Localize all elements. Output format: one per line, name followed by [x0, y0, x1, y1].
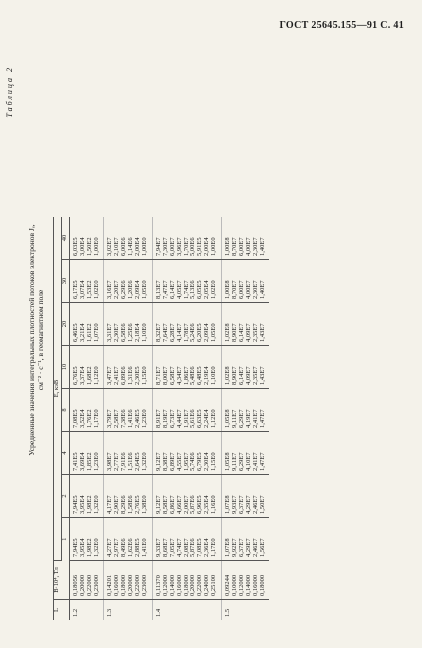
flux-value: 1,61E2 [85, 323, 93, 342]
flux-value: 6,89E6 [120, 366, 128, 385]
flux-value: 3,95E4 [78, 495, 86, 514]
flux-value: 1,98E2 [85, 538, 93, 557]
flux-value: 1,25E6 [127, 323, 135, 342]
flux-value: 3,16E7 [106, 280, 114, 299]
flux-value: 6,89E7 [168, 452, 176, 471]
flux-value: 7,41E5 [71, 452, 79, 471]
flux-value: 9,93E7 [230, 495, 238, 514]
flux-value: 1,40E7 [258, 280, 266, 299]
flux-value: 3,31E7 [106, 323, 114, 342]
cell-B [222, 561, 270, 600]
flux-value: 6,46E5 [71, 323, 79, 342]
flux-value: 6,58E6 [120, 323, 128, 342]
b-value: 0,12000 [161, 574, 169, 596]
table-row [222, 217, 270, 620]
flux-value: 3,37E4 [78, 366, 86, 385]
b-value: 0,09244 [224, 574, 232, 596]
flux-value: 5,91E5 [196, 237, 204, 256]
cell-flux-20 [222, 303, 270, 346]
col-header-energy: E, кэВ [54, 217, 62, 561]
cell-flux-10 [222, 346, 270, 389]
flux-value: 8,58E7 [161, 495, 169, 514]
energy-col-1: 1 [61, 518, 69, 561]
flux-value: 1,74E7 [182, 280, 190, 299]
flux-value: 2,36E4 [203, 538, 211, 557]
flux-value: 2,41E7 [113, 366, 121, 385]
flux-value: 6,03E5 [71, 237, 79, 256]
flux-value: 1,17E0 [210, 538, 218, 557]
cell-flux-20 [152, 303, 221, 346]
flux-value: 5,87E6 [189, 495, 197, 514]
cell-flux-40 [104, 217, 152, 260]
flux-value: 1,02E8 [224, 323, 232, 342]
cell-flux-4 [152, 432, 221, 475]
b-value: 0,22000 [85, 574, 93, 596]
flux-value: 2,30E5 [134, 366, 142, 385]
b-value: 0,18000 [258, 574, 266, 596]
flux-value: 1,43E7 [258, 323, 266, 342]
table-row [69, 217, 104, 620]
cell-L: 1.5 [222, 600, 270, 621]
cell-flux-4 [222, 432, 270, 475]
b-value: 0,22000 [196, 574, 204, 596]
cell-flux-8 [104, 389, 152, 432]
flux-value: 1,07E8 [224, 538, 232, 557]
flux-value: 2,20E7 [113, 280, 121, 299]
flux-value: 2,30E4 [203, 452, 211, 471]
flux-value: 2,58E7 [113, 409, 121, 428]
cell-flux-10 [69, 346, 104, 389]
table-body [69, 217, 269, 620]
table-title-block [5, 60, 51, 620]
flux-value: 1,15E0 [210, 452, 218, 471]
flux-value: 2,00E7 [182, 495, 190, 514]
flux-value: 5,00E6 [189, 237, 197, 256]
flux-value: 7,05E7 [168, 538, 176, 557]
flux-value: 1,05E8 [224, 452, 232, 471]
flux-value: 1,86E7 [182, 366, 190, 385]
flux-value: 4,34E7 [175, 366, 183, 385]
b-value: 0,25100 [210, 574, 218, 596]
flux-value: 3,69E4 [78, 452, 86, 471]
b-value: 0,20000 [78, 574, 86, 596]
flux-value: 1,07E8 [224, 495, 232, 514]
b-value: 0,12000 [237, 574, 245, 596]
flux-value: 6,29E7 [237, 452, 245, 471]
b-value: 0,20000 [189, 574, 197, 596]
flux-value: 5,74E6 [189, 452, 197, 471]
cell-flux-30 [152, 260, 221, 303]
flux-value: 5,24E6 [189, 323, 197, 342]
flux-value: 1,41E0 [140, 538, 148, 557]
b-value: 0,10000 [230, 574, 238, 596]
flux-value: 8,13E7 [154, 280, 162, 299]
flux-value: 6,73E7 [168, 409, 176, 428]
b-value: 0,24000 [203, 574, 211, 596]
b-value: 0,23000 [92, 574, 100, 596]
flux-value: 9,92E7 [230, 538, 238, 557]
flux-value: 7,47E7 [161, 280, 169, 299]
col-header-B: B·10⁴, Тл [54, 561, 70, 600]
flux-value: 7,30E7 [161, 237, 169, 256]
flux-value: 3,07E4 [78, 280, 86, 299]
b-value: 0,18000 [182, 574, 190, 596]
flux-value: 4,74E7 [175, 538, 183, 557]
flux-value: 1,43E7 [258, 366, 266, 385]
flux-value: 8,49E6 [120, 538, 128, 557]
rotated-table-container [5, 60, 381, 620]
flux-value: 1,32E0 [140, 452, 148, 471]
flux-value: 4,09E7 [244, 323, 252, 342]
cell-flux-2 [69, 475, 104, 518]
flux-value: 7,64E7 [161, 323, 169, 342]
flux-value: 3,02E7 [106, 237, 114, 256]
flux-value: 1,05E0 [140, 280, 148, 299]
flux-value: 5,61E6 [189, 409, 197, 428]
cell-flux-8 [69, 389, 104, 432]
cell-flux-30 [69, 260, 104, 303]
flux-value: 1,62E6 [127, 538, 135, 557]
energy-col-2: 2 [61, 475, 69, 518]
flux-value: 1,00E8 [224, 280, 232, 299]
flux-value: 2,41E7 [251, 452, 259, 471]
flux-table [53, 217, 269, 620]
energy-header-row [61, 217, 69, 620]
flux-value: 8,68E7 [161, 538, 169, 557]
flux-value: 6,48E5 [196, 366, 204, 385]
flux-value: 6,37E7 [237, 538, 245, 557]
flux-value: 4,05E7 [175, 280, 183, 299]
cell-flux-10 [104, 346, 152, 389]
flux-value: 1,95E7 [182, 452, 190, 471]
flux-value: 4,44E7 [175, 409, 183, 428]
b-value: 0,11370 [154, 575, 162, 596]
cell-flux-2 [222, 475, 270, 518]
flux-value: 1,07E0 [92, 323, 100, 342]
flux-value: 4,29E7 [244, 538, 252, 557]
b-value: 0,20000 [127, 574, 135, 596]
flux-value: 1,50E2 [85, 237, 93, 256]
cell-L: 1.3 [104, 600, 152, 621]
flux-value: 1,47E7 [258, 452, 266, 471]
flux-value: 1,32E0 [92, 495, 100, 514]
b-value: 0,18000 [120, 574, 128, 596]
flux-value: 2,41E7 [251, 409, 259, 428]
flux-value: 8,70E7 [230, 237, 238, 256]
flux-value: 1,47E7 [258, 409, 266, 428]
flux-value: 8,70E7 [230, 280, 238, 299]
flux-value: 2,30E7 [251, 280, 259, 299]
flux-value: 7,94E5 [71, 538, 79, 557]
flux-value: 2,18E4 [134, 323, 142, 342]
flux-value: 1,00E8 [224, 237, 232, 256]
table-title: Усредненные значения интегральных плотностей потоков электронов Jₑ, [27, 224, 36, 456]
flux-value: 8,91E7 [154, 409, 162, 428]
flux-value: 6,14E7 [237, 366, 245, 385]
flux-value: 1,10E0 [210, 366, 218, 385]
flux-value: 6,96E5 [196, 495, 204, 514]
flux-value: 8,29E6 [120, 495, 128, 514]
flux-value: 1,78E7 [182, 323, 190, 342]
flux-value: 2,97E7 [113, 538, 121, 557]
flux-value: 4,29E7 [244, 495, 252, 514]
flux-value: 9,11E7 [230, 409, 238, 428]
flux-value: 3,21E4 [78, 323, 86, 342]
flux-value: 2,05E4 [203, 280, 211, 299]
flux-value: 8,90E7 [230, 366, 238, 385]
flux-value: 2,46E7 [251, 495, 259, 514]
energy-col-4: 4 [61, 432, 69, 475]
flux-value: 6,63E5 [196, 409, 204, 428]
flux-value: 4,17E7 [106, 495, 114, 514]
cell-flux-40 [69, 217, 104, 260]
flux-value: 7,91E6 [120, 452, 128, 471]
flux-value: 1,76E2 [85, 409, 93, 428]
energy-col-8: 8 [61, 389, 69, 432]
cell-flux-40 [152, 217, 221, 260]
flux-value: 2,35E7 [251, 323, 259, 342]
flux-value: 1,56E7 [258, 538, 266, 557]
flux-value: 1,68E2 [85, 366, 93, 385]
flux-value: 9,11E7 [230, 452, 238, 471]
cell-B [104, 561, 152, 600]
b-value: 0,16000 [113, 574, 121, 596]
flux-value: 6,17E5 [71, 280, 79, 299]
flux-value: 5,48E6 [189, 366, 197, 385]
flux-value: 7,94E7 [154, 237, 162, 256]
flux-value: 4,00E7 [244, 280, 252, 299]
flux-value: 2,77E7 [113, 452, 121, 471]
flux-value: 2,88E5 [134, 538, 142, 557]
flux-value: 6,00E7 [168, 237, 176, 256]
flux-value: 1,23E0 [92, 452, 100, 471]
cell-flux-20 [69, 303, 104, 346]
b-value: 0,22000 [134, 574, 142, 596]
flux-value: 1,10E0 [140, 323, 148, 342]
flux-value: 5,87E6 [189, 538, 197, 557]
cell-flux-1 [222, 518, 270, 561]
flux-value: 1,12E0 [92, 366, 100, 385]
energy-col-10: 10 [61, 346, 69, 389]
b-value: 0,16000 [251, 574, 259, 596]
cell-B [152, 561, 221, 600]
flux-value: 2,08E7 [182, 538, 190, 557]
flux-value: 6,76E5 [71, 366, 79, 385]
flux-value: 3,52E4 [78, 409, 86, 428]
flux-value: 8,71E7 [154, 366, 162, 385]
flux-value: 2,35E4 [203, 495, 211, 514]
flux-value: 2,00E4 [203, 237, 211, 256]
flux-value: 4,19E7 [244, 409, 252, 428]
cell-flux-4 [104, 432, 152, 475]
b-value: 0,16000 [175, 574, 183, 596]
cell-L: 1.4 [152, 600, 221, 621]
flux-value: 1,16E0 [210, 495, 218, 514]
flux-value: 3,47E7 [106, 366, 114, 385]
flux-value: 6,29E7 [237, 409, 245, 428]
cell-flux-20 [104, 303, 152, 346]
flux-value: 5,13E6 [189, 280, 197, 299]
cell-flux-2 [152, 475, 221, 518]
cell-flux-8 [222, 389, 270, 432]
flux-value: 1,32E0 [92, 538, 100, 557]
flux-value: 1,70E7 [182, 237, 190, 256]
flux-value: 6,14E7 [168, 280, 176, 299]
flux-value: 1,02E0 [210, 280, 218, 299]
flux-value: 2,09E4 [203, 323, 211, 342]
flux-value: 1,12E0 [210, 409, 218, 428]
page-header: ГОСТ 25645.155—91 С. 41 [279, 20, 404, 31]
flux-value: 4,55E7 [175, 452, 183, 471]
table-row [104, 217, 152, 620]
flux-value: 3,98E7 [106, 452, 114, 471]
flux-value: 6,29E6 [120, 280, 128, 299]
flux-value: 3,95E4 [78, 538, 86, 557]
flux-value: 1,17E0 [92, 409, 100, 428]
flux-value: 2,90E7 [113, 495, 121, 514]
cell-B [69, 561, 104, 600]
flux-value: 1,05E0 [210, 323, 218, 342]
flux-value: 4,27E7 [106, 538, 114, 557]
flux-value: 2,30E7 [113, 323, 121, 342]
energy-col-30: 30 [61, 260, 69, 303]
flux-value: 7,94E5 [71, 495, 79, 514]
flux-value: 9,33E7 [154, 538, 162, 557]
flux-value: 2,09E4 [134, 280, 142, 299]
flux-value: 4,10E7 [244, 452, 252, 471]
cell-flux-1 [152, 518, 221, 561]
flux-value: 2,10E7 [113, 237, 121, 256]
flux-value: 6,14E7 [237, 323, 245, 342]
table-subtitle: см⁻² · с⁻¹, в геомагнитном поле [36, 289, 45, 391]
b-value: 0,14201 [106, 574, 114, 596]
flux-value: 3,96E7 [175, 237, 183, 256]
flux-value: 7,08E5 [71, 409, 79, 428]
b-value: 0,14000 [244, 574, 252, 596]
flux-value: 9,12E7 [154, 452, 162, 471]
energy-col-40: 40 [61, 217, 69, 260]
flux-value: 9,12E7 [154, 495, 162, 514]
flux-value: 1,20E6 [127, 280, 135, 299]
flux-value: 1,53E2 [85, 280, 93, 299]
flux-value: 4,14E7 [175, 323, 183, 342]
cell-flux-1 [104, 518, 152, 561]
b-value: 0,18056 [71, 574, 79, 596]
flux-value: 1,02E0 [92, 280, 100, 299]
flux-value: 6,20E5 [196, 323, 204, 342]
cell-flux-30 [104, 260, 152, 303]
flux-value: 6,79E5 [196, 452, 204, 471]
flux-value: 1,85E2 [85, 452, 93, 471]
flux-value: 8,00E7 [161, 366, 169, 385]
flux-value: 8,32E7 [154, 323, 162, 342]
cell-flux-30 [222, 260, 270, 303]
flux-value: 2,30E7 [251, 237, 259, 256]
flux-value: 1,15E0 [140, 366, 148, 385]
flux-value: 8,19E7 [161, 409, 169, 428]
flux-value: 1,00E0 [210, 237, 218, 256]
flux-value: 8,90E7 [230, 323, 238, 342]
cell-flux-1 [69, 518, 104, 561]
cell-L: 1.2 [71, 608, 79, 617]
energy-col-20: 20 [61, 303, 69, 346]
flux-value: 4,66E7 [175, 495, 183, 514]
flux-value: 6,00E7 [237, 237, 245, 256]
flux-value: 1,31E6 [127, 366, 135, 385]
flux-value: 3,00E4 [78, 237, 86, 256]
flux-value: 4,09E7 [244, 366, 252, 385]
flux-value: 7,38E6 [120, 409, 128, 428]
flux-value: 2,46E7 [251, 538, 259, 557]
flux-value: 6,86E7 [168, 495, 176, 514]
flux-value: 2,00E4 [134, 237, 142, 256]
flux-value: 6,05E5 [196, 280, 204, 299]
flux-value: 2,46E5 [134, 409, 142, 428]
flux-value: 6,58E7 [168, 366, 176, 385]
flux-value: 1,38E0 [140, 495, 148, 514]
flux-value: 6,37E7 [237, 495, 245, 514]
flux-value: 6,28E7 [168, 323, 176, 342]
flux-value: 2,76E5 [134, 495, 142, 514]
b-value: 0,23000 [140, 574, 148, 596]
flux-value: 1,98E2 [85, 495, 93, 514]
flux-value: 1,40E7 [258, 237, 266, 256]
flux-value: 2,35E7 [251, 366, 259, 385]
cell-flux-40 [222, 217, 270, 260]
flux-value: 1,91E7 [182, 409, 190, 428]
flux-value: 1,51E6 [127, 452, 135, 471]
flux-value: 2,24E4 [203, 409, 211, 428]
cell-flux-8 [152, 389, 221, 432]
flux-value: 1,00E0 [92, 237, 100, 256]
flux-value: 1,58E6 [127, 495, 135, 514]
flux-value: 4,00E7 [244, 237, 252, 256]
flux-value: 7,08E5 [196, 538, 204, 557]
cell-flux-4 [69, 432, 104, 475]
flux-value: 1,02E8 [224, 366, 232, 385]
flux-value: 6,00E7 [237, 280, 245, 299]
flux-value: 2,19E4 [203, 366, 211, 385]
flux-value: 1,23E0 [140, 409, 148, 428]
flux-value: 2,64E5 [134, 452, 142, 471]
flux-value: 6,00E6 [120, 237, 128, 256]
cell-flux-10 [152, 346, 221, 389]
flux-value: 1,41E6 [127, 409, 135, 428]
col-header-L: L [54, 600, 70, 621]
flux-value: 1,50E7 [258, 495, 266, 514]
flux-value: 1,05E8 [224, 409, 232, 428]
flux-value: 3,79E7 [106, 409, 114, 428]
table-number: Таблица 2 [5, 66, 14, 118]
table-row [152, 217, 221, 620]
cell-flux-2 [104, 475, 152, 518]
flux-value: 1,14E6 [127, 237, 135, 256]
b-value: 0,14000 [168, 574, 176, 596]
flux-value: 8,38E7 [161, 452, 169, 471]
flux-value: 1,00E0 [140, 237, 148, 256]
